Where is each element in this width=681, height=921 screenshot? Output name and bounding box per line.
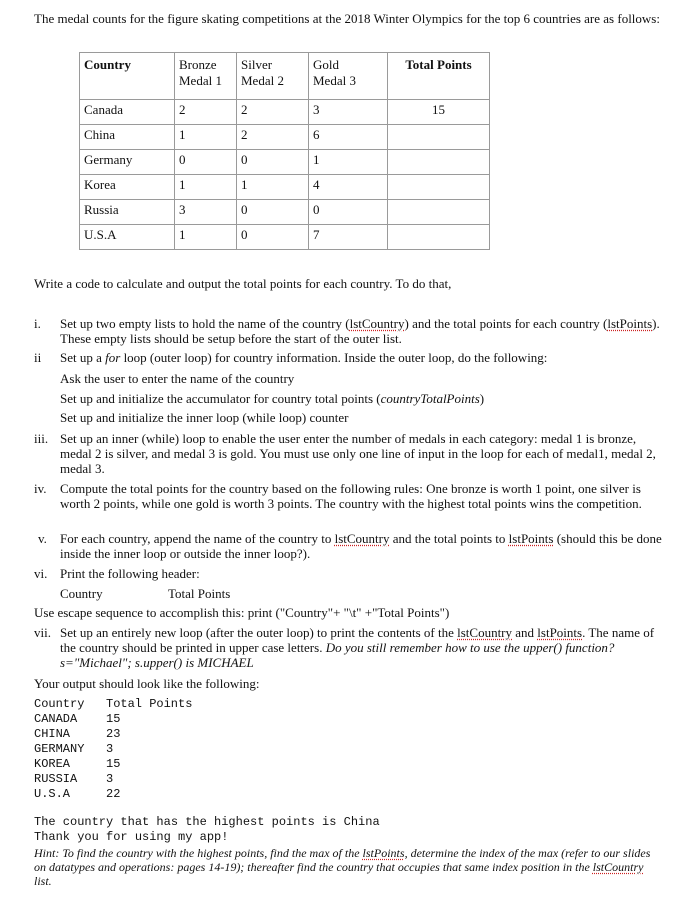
var-lstpoints: lstPoints	[607, 316, 653, 331]
output-intro: Your output should look like the following:	[34, 676, 260, 691]
cell-total	[388, 200, 490, 225]
header-gold-line2: Medal 3	[313, 73, 356, 88]
step-number: vi.	[34, 566, 48, 581]
escape-sequence-note: Use escape sequence to accomplish this: print ("Country"+ "\t" +"Total Points")	[34, 605, 450, 620]
step-text: Print the following header:	[60, 566, 200, 581]
cell-total	[388, 225, 490, 250]
cell-total	[388, 175, 490, 200]
step-text: and	[512, 625, 538, 640]
step-1	[34, 316, 670, 346]
step-6	[34, 566, 670, 581]
medal-table	[79, 52, 490, 250]
var-lstcountry: lstCountry	[349, 316, 405, 331]
step-text: and the total points to	[389, 531, 509, 546]
keyword-for: for	[105, 350, 121, 365]
header-gold	[309, 53, 388, 100]
header-bronze-line1: Bronze	[179, 57, 217, 72]
sample-output	[34, 697, 192, 802]
output-winner-line: The country that has the highest points is China	[34, 815, 380, 829]
step-text: Set up a	[60, 350, 106, 365]
output-summary	[34, 815, 380, 845]
table-row	[80, 225, 490, 250]
step-number: ii	[34, 350, 42, 365]
step-text: Set up an inner (while) loop to enable the user enter the number of medals in each category: medal 1 is bronze, medal 2 is silver, and medal 3 is gold. You must use only one line of input in the loop for each of medal1, medal 2, medal 3.	[60, 431, 656, 476]
cell-bronze: 3	[175, 200, 237, 225]
header-country-label: Country	[60, 586, 103, 601]
output-points: 3	[106, 742, 114, 756]
step-text: For each country, append the name of the country to	[60, 531, 335, 546]
header-silver-line1: Silver	[241, 57, 273, 72]
cell-gold: 1	[309, 150, 388, 175]
output-country: KOREA	[34, 757, 71, 771]
output-points: 15	[106, 712, 121, 726]
step-number: i.	[34, 316, 41, 331]
table-row	[80, 200, 490, 225]
header-bronze	[175, 53, 237, 100]
table-row	[80, 175, 490, 200]
step-number: vii.	[34, 625, 51, 640]
output-thanks-line: Thank you for using my app!	[34, 830, 229, 844]
table-header-row	[80, 53, 490, 100]
cell-gold: 3	[309, 100, 388, 125]
table-row	[80, 100, 490, 125]
cell-country: China	[80, 125, 175, 150]
cell-silver: 1	[237, 175, 309, 200]
step-text: ) and the total points for each country (	[404, 316, 608, 331]
cell-silver: 2	[237, 100, 309, 125]
cell-total	[388, 125, 490, 150]
output-country: U.S.A	[34, 787, 71, 801]
output-points: 3	[106, 772, 114, 786]
header-total-label: Total Points	[168, 586, 231, 601]
output-row	[34, 727, 192, 742]
output-country: RUSSIA	[34, 772, 78, 786]
intro-paragraph: The medal counts for the figure skating competitions at the 2018 Winter Olympics for the top 6 countries are as follows:	[34, 11, 660, 26]
output-points: 15	[106, 757, 121, 771]
step-text: loop (outer loop) for country information. Inside the outer loop, do the following:	[120, 350, 548, 365]
header-silver	[237, 53, 309, 100]
output-points: 23	[106, 727, 121, 741]
table-row	[80, 150, 490, 175]
output-row	[34, 772, 192, 787]
step-2	[34, 350, 670, 365]
step-text: Set up two empty lists to hold the name of the country (	[60, 316, 350, 331]
table-row	[80, 125, 490, 150]
step-text: ). These empty lists should be setup before the start of the outer list.	[60, 316, 660, 346]
step-2b	[34, 391, 670, 406]
step-number: iii.	[34, 431, 49, 446]
var-lstcountry: lstCountry	[457, 625, 513, 640]
output-points: 22	[106, 787, 121, 801]
cell-silver: 2	[237, 125, 309, 150]
step-5	[34, 531, 670, 561]
task-paragraph: Write a code to calculate and output the total points for each country. To do that,	[34, 276, 452, 291]
output-country: CANADA	[34, 712, 78, 726]
step-2a	[34, 371, 670, 386]
step-number: iv.	[34, 481, 47, 496]
cell-bronze: 1	[175, 225, 237, 250]
upper-function-note: Do you still remember how to use the upper() function? s="Michael"; s.upper() is MICHAEL	[60, 640, 615, 670]
cell-country: Korea	[80, 175, 175, 200]
step-3	[34, 431, 670, 476]
cell-country: Russia	[80, 200, 175, 225]
output-row	[34, 742, 192, 757]
var-lstpoints: lstPoints	[508, 531, 554, 546]
cell-silver: 0	[237, 200, 309, 225]
output-country: CHINA	[34, 727, 71, 741]
output-header-points: Total Points	[106, 697, 193, 711]
header-example	[34, 586, 670, 601]
step-text: . The name of the country should be printed in upper case letters.	[60, 625, 655, 655]
cell-gold: 0	[309, 200, 388, 225]
output-header-country: Country	[34, 697, 85, 711]
cell-country: Germany	[80, 150, 175, 175]
output-row	[34, 757, 192, 772]
step-text: Set up and initialize the accumulator for country total points (	[60, 391, 381, 406]
hint-text: Hint: To find the country with the highest points, find the max of the	[34, 846, 363, 860]
header-country: Country	[80, 53, 175, 100]
cell-bronze: 1	[175, 175, 237, 200]
output-country: GERMANY	[34, 742, 85, 756]
cell-bronze: 0	[175, 150, 237, 175]
var-lstcountry: lstCountry	[592, 860, 644, 874]
step-4	[34, 481, 670, 511]
cell-country: Canada	[80, 100, 175, 125]
header-gold-line1: Gold	[313, 57, 339, 72]
header-bronze-line2: Medal 1	[179, 73, 222, 88]
output-row	[34, 787, 192, 802]
var-countrytotalpoints: countryTotalPoints	[380, 391, 480, 406]
cell-gold: 6	[309, 125, 388, 150]
output-row	[34, 712, 192, 727]
var-lstcountry: lstCountry	[334, 531, 390, 546]
header-silver-line2: Medal 2	[241, 73, 284, 88]
var-lstpoints: lstPoints	[537, 625, 583, 640]
cell-silver: 0	[237, 150, 309, 175]
hint-text: , determine the index of the max (refer to our slides on datatypes and operations: pages 14-19); thereafter find the country that occupies that same index position in the	[34, 846, 651, 874]
step-2c	[34, 410, 670, 425]
cell-silver: 0	[237, 225, 309, 250]
step-text: (should this be done inside the inner loop or outside the inner loop?).	[60, 531, 662, 561]
step-text: Compute the total points for the country based on the following rules: One bronze is worth 1 point, one silver is worth 2 points, while one gold is worth 3 points. The country with the highest total points wins the competition.	[60, 481, 642, 511]
hint-paragraph	[34, 846, 654, 888]
cell-gold: 7	[309, 225, 388, 250]
step-text: Ask the user to enter the name of the country	[60, 371, 295, 386]
cell-total	[388, 150, 490, 175]
header-total: Total Points	[388, 53, 490, 100]
var-lstpoints: lstPoints	[362, 846, 405, 860]
cell-total: 15	[388, 100, 490, 125]
hint-text: list.	[34, 874, 52, 888]
step-text: Set up and initialize the inner loop (while loop) counter	[60, 410, 349, 425]
output-header	[34, 697, 192, 712]
step-number: v.	[38, 531, 47, 546]
step-text: Set up an entirely new loop (after the outer loop) to print the contents of the	[60, 625, 458, 640]
cell-gold: 4	[309, 175, 388, 200]
step-text: )	[479, 391, 485, 406]
cell-country: U.S.A	[80, 225, 175, 250]
cell-bronze: 2	[175, 100, 237, 125]
step-7	[34, 625, 670, 670]
cell-bronze: 1	[175, 125, 237, 150]
